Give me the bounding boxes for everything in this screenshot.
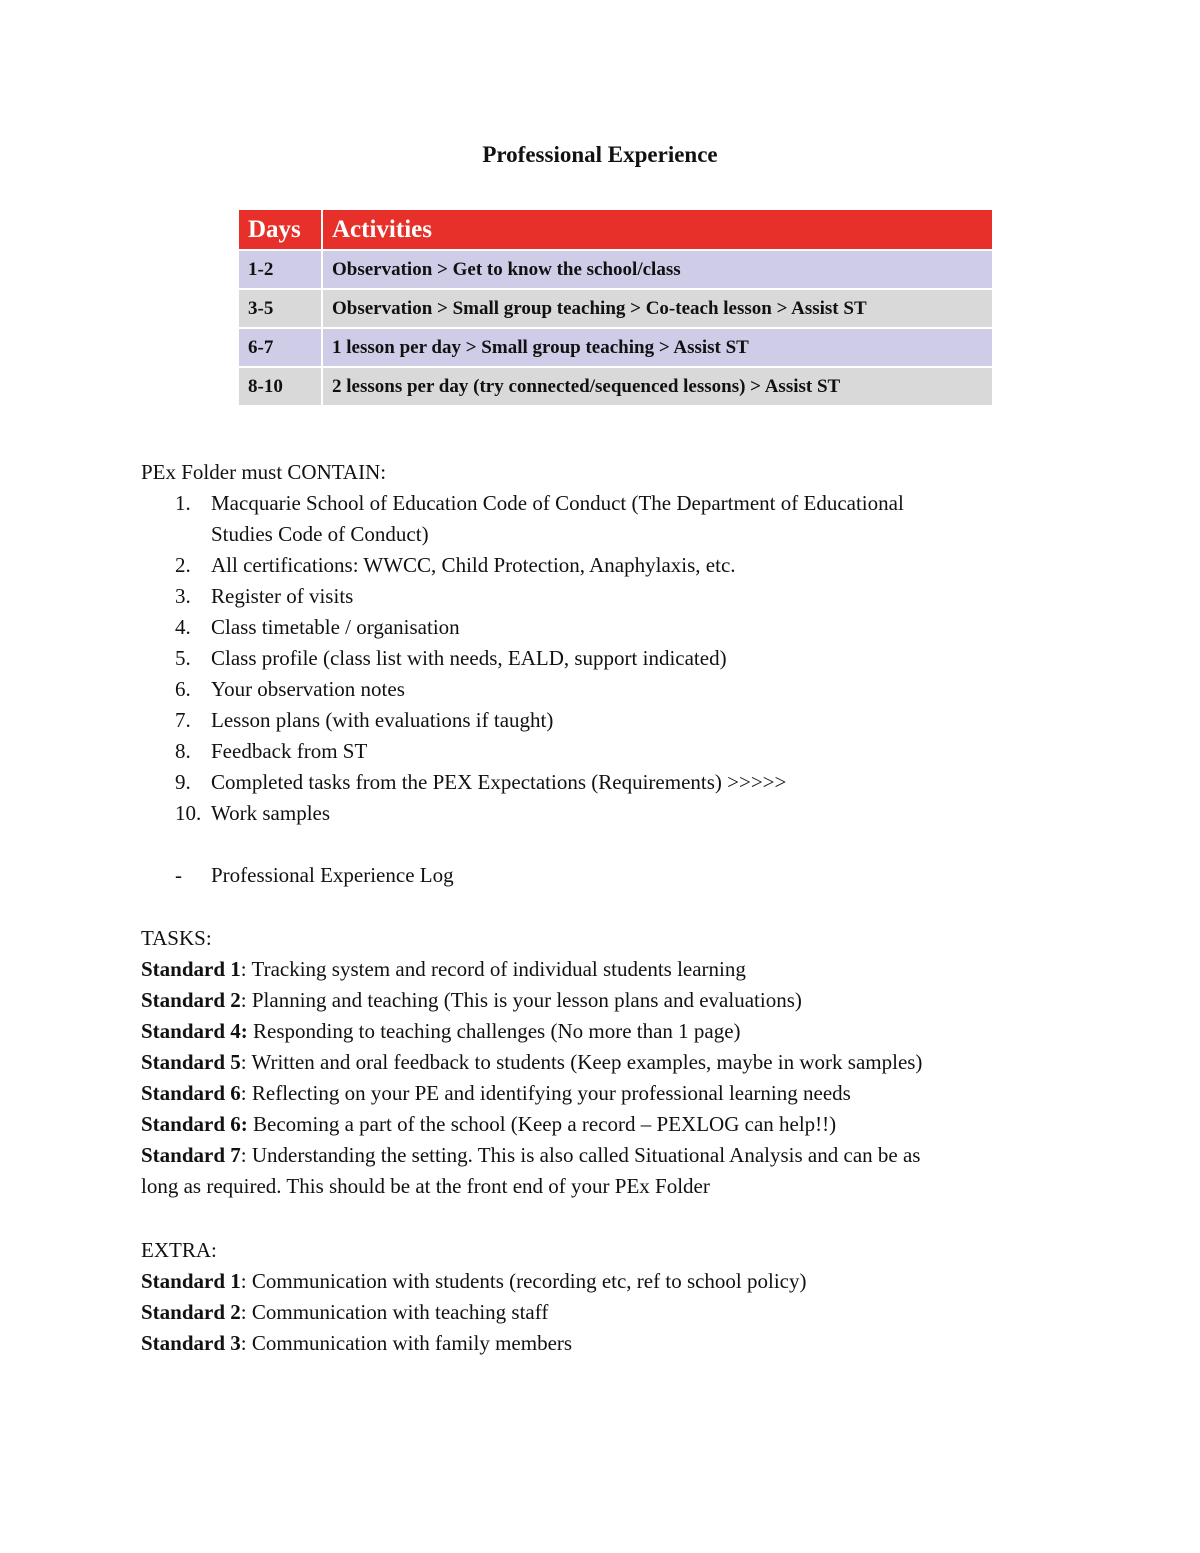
list-text: Professional Experience Log xyxy=(211,863,454,887)
task-item xyxy=(141,1016,1041,1047)
list-number: 7. xyxy=(175,708,191,732)
tasks-heading: TASKS: xyxy=(141,926,212,950)
list-number: 2. xyxy=(175,553,191,577)
standard-label: Standard 2 xyxy=(141,988,241,1012)
list-text-cont: Studies Code of Conduct) xyxy=(211,522,429,546)
standard-label: Standard 2 xyxy=(141,1300,241,1324)
tasks-section xyxy=(141,923,1041,1202)
list-text: Macquarie School of Education Code of Conduct (The Department of Educational xyxy=(211,491,904,515)
task-text: Understanding the setting. This is also called Situational Analysis and can be as xyxy=(246,1143,921,1167)
task-text: Tracking system and record of individual students learning xyxy=(246,957,746,981)
extra-item xyxy=(141,1328,1041,1359)
list-text: Completed tasks from the PEX Expectations (Requirements) >>>>> xyxy=(211,770,787,794)
list-item xyxy=(141,705,1041,736)
separator: : xyxy=(240,1300,247,1324)
list-item xyxy=(141,643,1041,674)
table-row xyxy=(239,250,993,289)
list-item xyxy=(141,612,1041,643)
list-item xyxy=(141,674,1041,705)
task-text: Reflecting on your PE and identifying your professional learning needs xyxy=(246,1081,851,1105)
list-item xyxy=(141,581,1041,612)
list-number: 3. xyxy=(175,584,191,608)
task-item xyxy=(141,1047,1041,1078)
task-item-cont: long as required. This should be at the front end of your PEx Folder xyxy=(141,1174,710,1198)
cell-activities: 1 lesson per day > Small group teaching > Assist ST xyxy=(322,328,993,367)
table-row xyxy=(239,367,993,406)
separator: : xyxy=(240,1331,247,1355)
standard-label: Standard 3 xyxy=(141,1331,241,1355)
page-title: Professional Experience xyxy=(482,142,718,167)
folder-section xyxy=(141,457,1041,891)
extra-text: Communication with students (recording etc, ref to school policy) xyxy=(246,1269,807,1293)
list-text: Work samples xyxy=(211,801,331,825)
header-activities: Activities xyxy=(322,210,993,250)
cell-activities: 2 lessons per day (try connected/sequenced lessons) > Assist ST xyxy=(322,367,993,406)
table-row xyxy=(239,328,993,367)
list-text: All certifications: WWCC, Child Protection, Anaphylaxis, etc. xyxy=(211,553,736,577)
list-text: Class timetable / organisation xyxy=(211,615,460,639)
separator: : xyxy=(240,988,247,1012)
folder-heading: PEx Folder must CONTAIN: xyxy=(141,460,387,484)
standard-label: Standard 6: xyxy=(141,1112,248,1136)
cell-days: 8-10 xyxy=(239,367,322,406)
task-text: Becoming a part of the school (Keep a record – PEXLOG can help!!) xyxy=(247,1112,837,1136)
list-item xyxy=(141,798,1041,829)
cell-activities: Observation > Get to know the school/class xyxy=(322,250,993,289)
dash-item xyxy=(141,860,1041,891)
list-item xyxy=(141,767,1041,798)
list-number: 5. xyxy=(175,646,191,670)
table-row xyxy=(239,289,993,328)
separator: : xyxy=(240,957,247,981)
list-number: 8. xyxy=(175,739,191,763)
activities-table xyxy=(239,210,994,407)
list-number: 9. xyxy=(175,770,191,794)
task-item xyxy=(141,954,1041,985)
standard-label: Standard 1 xyxy=(141,1269,241,1293)
task-item xyxy=(141,1140,1041,1171)
standard-label: Standard 4: xyxy=(141,1019,248,1043)
table-header-row xyxy=(239,210,993,250)
extra-heading: EXTRA: xyxy=(141,1238,217,1262)
list-text: Your observation notes xyxy=(211,677,405,701)
list-number: 1. xyxy=(175,491,191,515)
list-item xyxy=(141,488,1041,550)
extra-section xyxy=(141,1235,1041,1359)
list-number: 4. xyxy=(175,615,191,639)
task-text: Planning and teaching (This is your lesson plans and evaluations) xyxy=(246,988,802,1012)
cell-activities: Observation > Small group teaching > Co-teach lesson > Assist ST xyxy=(322,289,993,328)
standard-label: Standard 7 xyxy=(141,1143,241,1167)
standard-label: Standard 6 xyxy=(141,1081,241,1105)
dash-mark: - xyxy=(175,863,182,887)
list-number: 10. xyxy=(175,801,202,825)
cell-days: 6-7 xyxy=(239,328,322,367)
separator: : xyxy=(240,1050,247,1074)
extra-item xyxy=(141,1297,1041,1328)
standard-label: Standard 1 xyxy=(141,957,241,981)
separator: : xyxy=(240,1269,247,1293)
separator: : xyxy=(240,1081,247,1105)
header-days: Days xyxy=(239,210,322,250)
extra-text: Communication with teaching staff xyxy=(246,1300,549,1324)
separator: : xyxy=(240,1143,247,1167)
standard-label: Standard 5 xyxy=(141,1050,241,1074)
extra-item xyxy=(141,1266,1041,1297)
list-item xyxy=(141,550,1041,581)
list-item xyxy=(141,736,1041,767)
task-item xyxy=(141,985,1041,1016)
cell-days: 3-5 xyxy=(239,289,322,328)
task-item xyxy=(141,1109,1041,1140)
task-text: Written and oral feedback to students (Keep examples, maybe in work samples) xyxy=(246,1050,923,1074)
task-item xyxy=(141,1078,1041,1109)
extra-text: Communication with family members xyxy=(246,1331,573,1355)
task-text: Responding to teaching challenges (No more than 1 page) xyxy=(247,1019,741,1043)
list-text: Register of visits xyxy=(211,584,354,608)
list-text: Feedback from ST xyxy=(211,739,368,763)
list-text: Lesson plans (with evaluations if taught) xyxy=(211,708,554,732)
cell-days: 1-2 xyxy=(239,250,322,289)
list-number: 6. xyxy=(175,677,191,701)
list-text: Class profile (class list with needs, EALD, support indicated) xyxy=(211,646,727,670)
